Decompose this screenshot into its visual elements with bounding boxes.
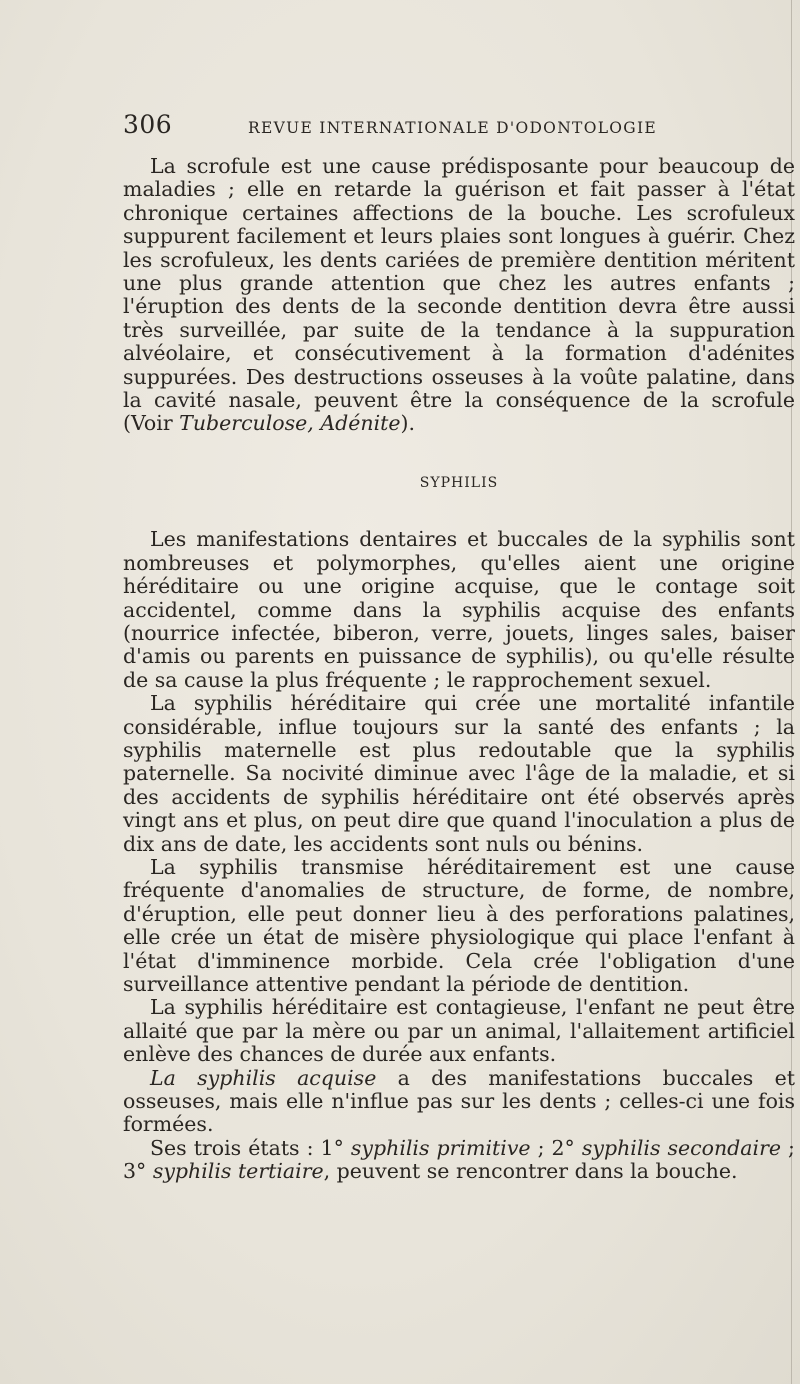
paragraph-manifestations: Les manifestations dentaires et buccales de la syphilis sont nombreuses et polymorphes, qu'elles aient une origine héréditaire ou une origine acquise, que le contage soit accidentel, comme dans la syphilis acquise des enfants (nourrice infectée, biberon, verre, jouets, linges sales, baiser d'amis ou parents en puissance de syphilis), ou qu'elle résulte de sa cause la plus fréquente ; le rapprochement sexuel.	[123, 527, 795, 692]
cross-reference: Tuberculose, Adénite	[179, 411, 401, 436]
body-text	[123, 155, 795, 1184]
paragraph-text: ).	[400, 411, 416, 436]
italic-term: La syphilis acquise	[150, 1065, 377, 1090]
paragraph-text: ; 3°	[123, 1135, 795, 1184]
paragraph-text: , peuvent se rencontrer dans la bouche.	[323, 1159, 738, 1184]
paragraph-scrofule	[123, 155, 795, 436]
paragraph-text: Ses trois états : 1°	[150, 1135, 351, 1160]
paragraph-text: La scrofule est une cause prédisposante pour beaucoup de maladies ; elle en retarde la guérison et fait passer à l'état chronique certaines affections de la bouche. Les scrofuleux suppurent facilement et leurs plaies sont longues à guérir. Chez les scrofuleux, les dents cariées de première dentition méritent une plus grande attention que chez les autres enfants ; l'éruption des dents de la seconde dentition devra être aussi très surveillée, par suite de la tendance à la suppuration alvéolaire, et consécutivement à la formation d'adénites suppurées. Des destructions osseuses à la voûte palatine, dans la cavité nasale, peuvent être la conséquence de la scrofule (Voir	[123, 154, 795, 436]
paragraph-transmise: La syphilis transmise héréditairement est une cause fréquente d'anomalies de structure, de forme, de nombre, d'éruption, elle peut donner lieu à des perforations palatines, elle crée un état de misère physiologique qui place l'enfant à l'état d'imminence morbide. Cela crée l'obligation d'une surveillance attentive pendant la période de dentition.	[123, 854, 795, 996]
italic-term: syphilis primitive	[350, 1135, 531, 1160]
paragraph-hereditaire: La syphilis héréditaire qui crée une mortalité infantile considérable, influe toujours sur la santé des enfants ; la syphilis maternelle est plus redoutable que la syphilis paternelle. Sa nocivité diminue avec l'âge de la maladie, et si des accidents de syphilis héréditaire ont été observés après vingt ans et plus, on peut dire que quand l'inoculation a plus de dix ans de date, les accidents sont nuls ou bénins.	[123, 691, 795, 856]
running-title: REVUE INTERNATIONALE D'ODONTOLOGIE	[248, 119, 658, 137]
paragraph-contagieuse: La syphilis héréditaire est contagieuse, l'enfant ne peut être allaité que par la mère ou par un animal, l'allaitement artificiel enlève des chances de durée aux enfants.	[123, 995, 795, 1067]
paragraph-acquise	[123, 1067, 795, 1137]
paragraph-text: a des manifestations buccales et osseuses, mais elle n'influe pas sur les dents ; celles-ci une fois formées.	[123, 1065, 795, 1137]
italic-term: syphilis secondaire	[581, 1135, 782, 1160]
section-heading: SYPHILIS	[419, 474, 499, 491]
paragraph-etats	[123, 1137, 795, 1184]
italic-term: syphilis tertiaire	[152, 1159, 324, 1184]
page-header	[123, 110, 800, 146]
page-number: 306	[123, 110, 173, 139]
paragraph-text: ; 2°	[530, 1135, 582, 1160]
